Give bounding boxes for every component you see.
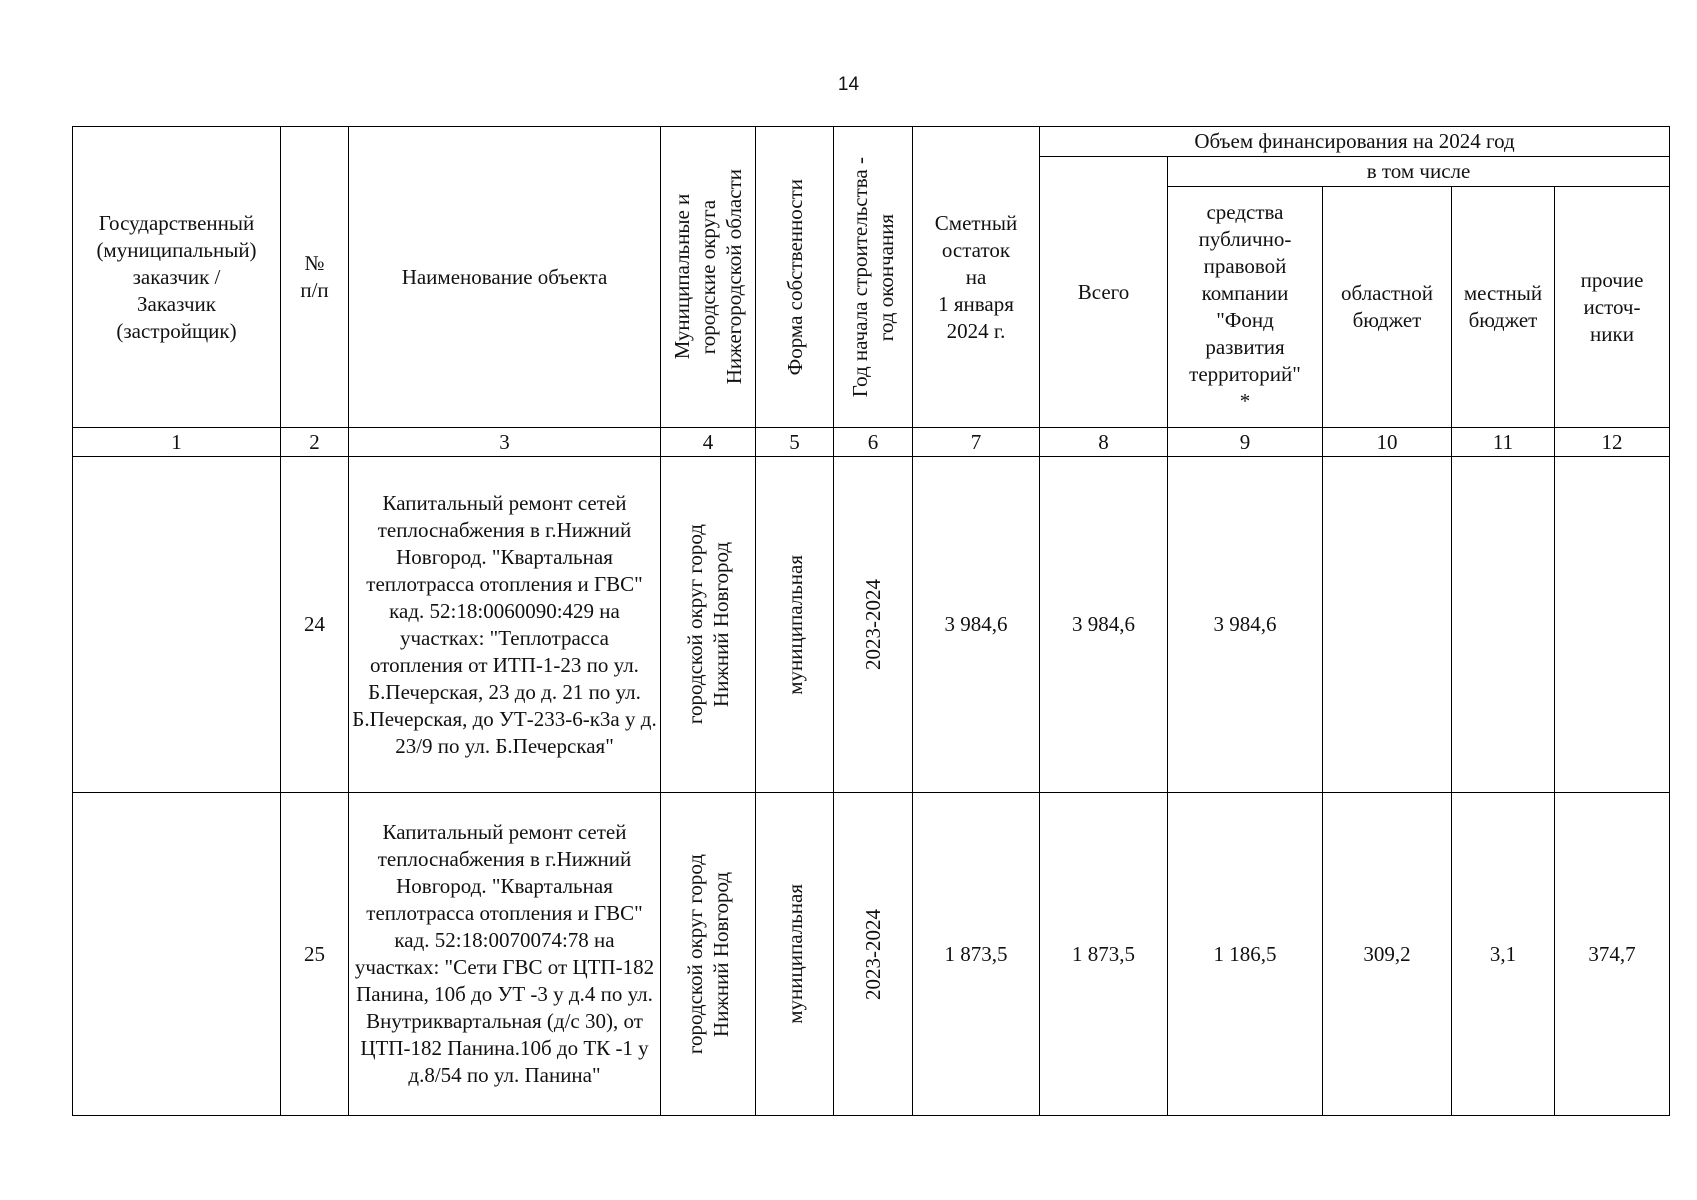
cell-row-number: 24 xyxy=(281,457,349,793)
cell-fund: 1 186,5 xyxy=(1168,793,1323,1116)
header-ownership: Форма собственности xyxy=(756,127,834,428)
header-municipalities: Муниципальные и городские округа Нижегородской области xyxy=(661,127,756,428)
cell-local-budget xyxy=(1452,457,1555,793)
cell-years: 2023-2024 xyxy=(834,457,913,793)
column-number: 3 xyxy=(349,428,661,457)
cell-customer xyxy=(73,457,281,793)
column-number: 7 xyxy=(913,428,1040,457)
header-total: Всего xyxy=(1040,157,1168,428)
cell-ownership: муниципальная xyxy=(756,457,834,793)
column-number-row xyxy=(73,428,1670,457)
column-number: 2 xyxy=(281,428,349,457)
cell-local-budget: 3,1 xyxy=(1452,793,1555,1116)
header-regional-budget: областной бюджет xyxy=(1323,187,1452,428)
cell-other-sources xyxy=(1555,457,1670,793)
header-object-name: Наименование объекта xyxy=(349,127,661,428)
header-customer: Государственный (муниципальный) заказчик / Заказчик (застройщик) xyxy=(73,127,281,428)
cell-municipality: городской округ город Нижний Новгород xyxy=(661,457,756,793)
column-number: 8 xyxy=(1040,428,1168,457)
cell-regional-budget: 309,2 xyxy=(1323,793,1452,1116)
header-fund: средства публично- правовой компании "Фонд развития территорий" * xyxy=(1168,187,1323,428)
cell-object-name: Капитальный ремонт сетей теплоснабжения в г.Нижний Новгород. "Квартальная теплотрасса отопления и ГВС" кад. 52:18:0070074:78 на участках: "Сети ГВС от ЦТП-182 Панина, 10б до УТ -3 у д.4 по ул. Внутриквартальная (д/с 30), от ЦТП-182 Панина.10б до ТК -1 у д.8/54 по ул. Панина" xyxy=(349,793,661,1116)
header-years: Год начала строительства - год окончания xyxy=(834,127,913,428)
column-number: 9 xyxy=(1168,428,1323,457)
cell-row-number: 25 xyxy=(281,793,349,1116)
column-number: 11 xyxy=(1452,428,1555,457)
column-number: 6 xyxy=(834,428,913,457)
header-row-number: № п/п xyxy=(281,127,349,428)
page-number: 14 xyxy=(837,74,860,95)
table-row xyxy=(73,457,1670,793)
cell-ownership: муниципальная xyxy=(756,793,834,1116)
cell-customer xyxy=(73,793,281,1116)
column-number: 4 xyxy=(661,428,756,457)
financing-table xyxy=(72,126,1670,1116)
cell-estimated-balance: 1 873,5 xyxy=(913,793,1040,1116)
column-number: 1 xyxy=(73,428,281,457)
cell-municipality: городской округ город Нижний Новгород xyxy=(661,793,756,1116)
table-row xyxy=(73,793,1670,1116)
column-number: 5 xyxy=(756,428,834,457)
column-number: 12 xyxy=(1555,428,1670,457)
cell-object-name: Капитальный ремонт сетей теплоснабжения в г.Нижний Новгород. "Квартальная теплотрасса отопления и ГВС" кад. 52:18:0060090:429 на участках: "Теплотрасса отопления от ИТП-1-23 по ул. Б.Печерская, 23 до д. 21 по ул. Б.Печерская, до УТ-233-6-к3а у д. 23/9 по ул. Б.Печерская" xyxy=(349,457,661,793)
header-local-budget: местный бюджет xyxy=(1452,187,1555,428)
cell-years: 2023-2024 xyxy=(834,793,913,1116)
cell-total: 1 873,5 xyxy=(1040,793,1168,1116)
cell-estimated-balance: 3 984,6 xyxy=(913,457,1040,793)
header-other-sources: прочие источ- ники xyxy=(1555,187,1670,428)
cell-fund: 3 984,6 xyxy=(1168,457,1323,793)
header-row-financing xyxy=(73,127,1670,157)
header-financing: Объем финансирования на 2024 год xyxy=(1040,127,1670,157)
cell-regional-budget xyxy=(1323,457,1452,793)
header-including: в том числе xyxy=(1168,157,1670,187)
cell-other-sources: 374,7 xyxy=(1555,793,1670,1116)
column-number: 10 xyxy=(1323,428,1452,457)
cell-total: 3 984,6 xyxy=(1040,457,1168,793)
header-estimated-balance: Сметный остаток на 1 января 2024 г. xyxy=(913,127,1040,428)
